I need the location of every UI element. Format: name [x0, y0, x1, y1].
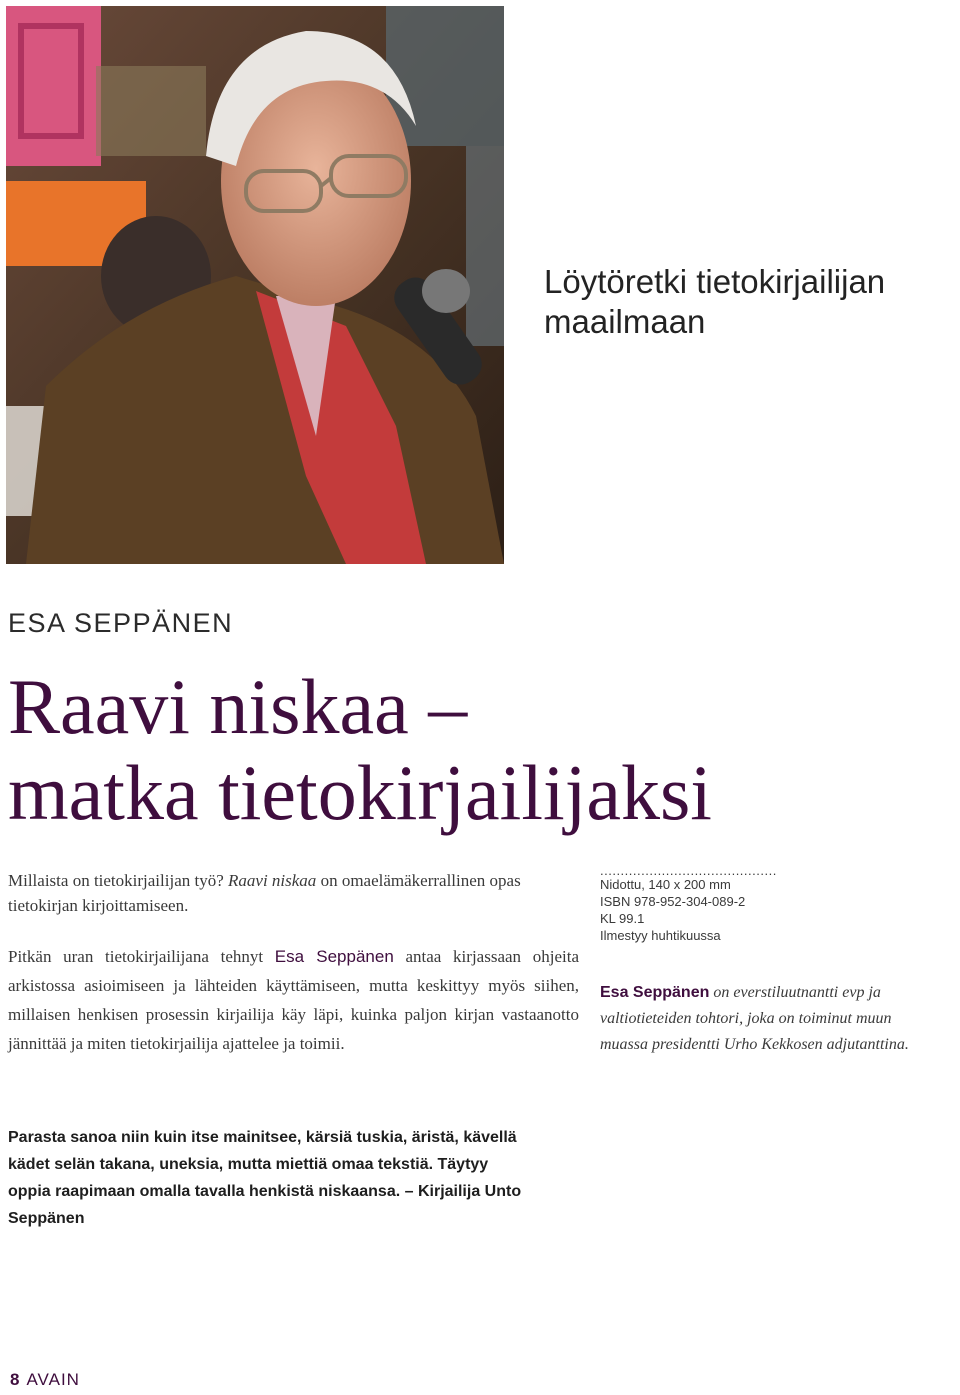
bio-author-name: Esa Seppänen [600, 984, 710, 1001]
body-paragraph [8, 942, 579, 1058]
tagline: Löytöretki tietokirjailijan maailmaan [544, 263, 886, 340]
lead-text-2: on omaelämäkerrallinen opas tietokirjan kirjoittamiseen. [8, 871, 521, 915]
body-text-1: Pitkän uran tietokirjailijana tehnyt [8, 947, 275, 966]
book-title-line-1: Raavi niskaa – [8, 663, 468, 750]
page-number: 8 [10, 1370, 21, 1389]
book-info [600, 863, 950, 944]
author-name: ESA SEPPÄNEN [8, 608, 234, 638]
quote-attribution: – Kirjailija Unto Seppänen [8, 1183, 522, 1227]
page-footer [10, 1370, 80, 1390]
body-text-2: antaa kirjassaan ohjeita arkistossa asioimiseen ja lähteiden käyttämiseen, mutta keskittyy myös siihen, millaisen henkisen prosessin kirjailija käy läpi, kuinka paljon kirjan vastaanotto jännittää ja miten tietokirjailija ajattelee ja toimii. [8, 947, 579, 1053]
info-classification: KL 99.1 [600, 911, 645, 926]
info-divider: ........................................... [600, 863, 777, 878]
pull-quote [8, 1124, 528, 1232]
body-author-name: Esa Seppänen [274, 947, 394, 966]
book-title-line-2: matka tietokirjailijaksi [8, 749, 712, 836]
author-bio [600, 980, 920, 1058]
info-format: Nidottu, 140 x 200 mm [600, 877, 731, 892]
quote-text: Parasta sanoa niin kuin itse mainitsee, kärsiä tuskia, äristä, kävellä kädet selän takana, uneksia, mutta miettiä omaa tekstiä. Täytyy oppia raapimaan omalla tavalla henkistä niskaansa. [8, 1129, 517, 1200]
publication-name: AVAIN [26, 1370, 80, 1389]
bio-text: on everstiluutnantti evp ja valtiotieteiden tohtori, joka on toiminut muun muassa presidentti Urho Kekkosen adjutanttina. [600, 984, 909, 1053]
lead-book-title: Raavi niskaa [228, 871, 317, 890]
info-isbn: ISBN 978-952-304-089-2 [600, 894, 746, 909]
author-photo-illustration [6, 6, 504, 564]
lead-paragraph [8, 868, 583, 918]
author-photo [6, 6, 504, 564]
book-title [8, 664, 938, 836]
info-release: Ilmestyy huhtikuussa [600, 928, 721, 943]
lead-text-1: Millaista on tietokirjailijan työ? [8, 871, 229, 890]
